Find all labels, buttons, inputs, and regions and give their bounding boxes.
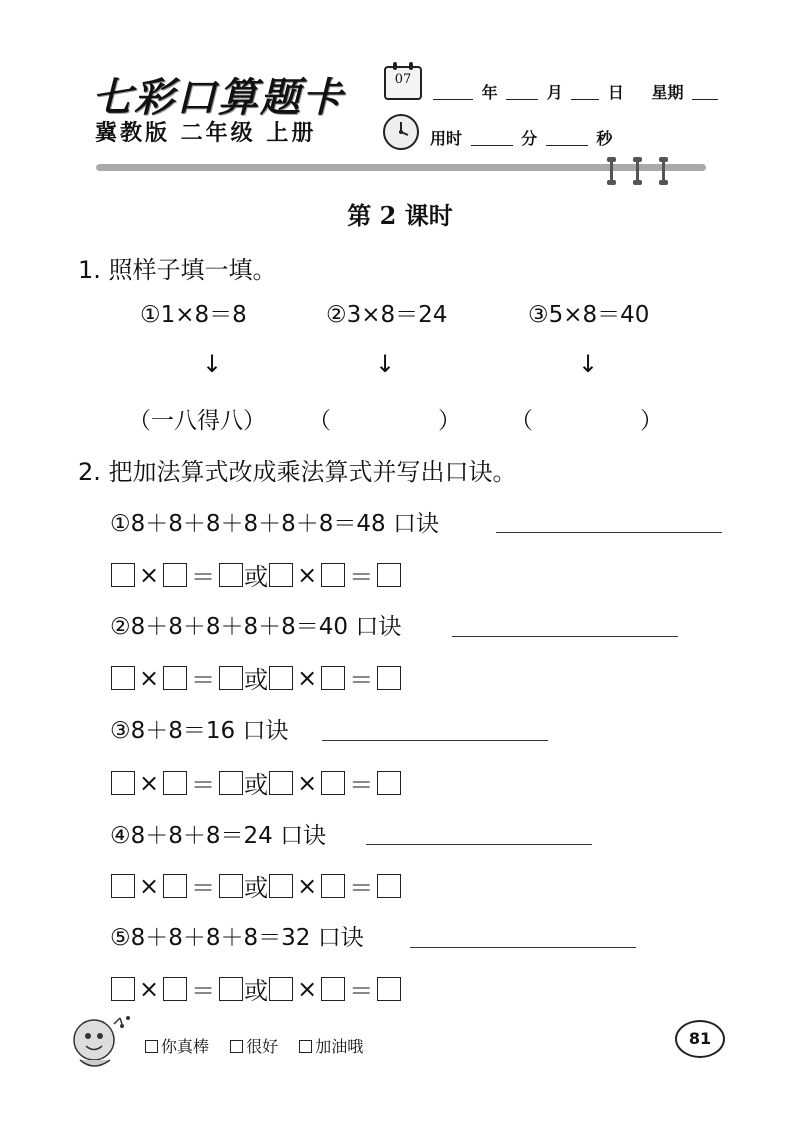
answer-box[interactable]: [111, 874, 135, 898]
times-sign: ×: [139, 768, 160, 797]
koujue-answer-line[interactable]: [410, 947, 636, 948]
time-label: 用时: [430, 129, 463, 148]
q2-expression: [110, 505, 439, 538]
answer-box[interactable]: [321, 771, 345, 795]
q2-expression: [110, 817, 326, 850]
rating-label: 很好: [246, 1037, 279, 1056]
binder-pin: [636, 158, 639, 184]
calendar-icon: [384, 66, 422, 100]
month-label: 月: [546, 83, 563, 102]
or-label: 或: [244, 771, 269, 799]
times-sign: ×: [297, 871, 318, 900]
answer-box[interactable]: [377, 563, 401, 587]
q2-expr-text: ④8＋8＋8＝24: [110, 823, 273, 849]
answer-box[interactable]: [163, 771, 187, 795]
date-fields: [430, 80, 721, 103]
times-sign: ×: [297, 974, 318, 1003]
lesson-title: 第 2 课时: [347, 201, 453, 230]
q2-prompt: 2. 把加法算式改成乘法算式并写出口诀。: [78, 458, 517, 486]
q2-expr-text: ①8＋8＋8＋8＋8＋8＝48: [110, 511, 386, 537]
answer-box[interactable]: [269, 666, 293, 690]
koujue-label: 口诀: [355, 614, 402, 640]
equals-sign: ＝: [349, 977, 374, 1005]
q1-example: ①1×8＝8: [140, 302, 247, 328]
q2-expr-text: ⑤8＋8＋8＋8＝32: [110, 925, 311, 951]
q1-answer-example: （一八得八）: [128, 408, 266, 434]
answer-box[interactable]: [377, 874, 401, 898]
q1-answer-close: ）: [640, 408, 663, 434]
rating-label: 你真棒: [161, 1037, 210, 1056]
day-blank[interactable]: [571, 85, 599, 100]
q1-answer-close: ）: [438, 408, 461, 434]
multiplication-answer-row: [110, 971, 402, 1006]
koujue-answer-line[interactable]: [366, 844, 592, 845]
equals-sign: ＝: [191, 977, 216, 1005]
koujue-label: 口诀: [317, 925, 364, 951]
times-sign: ×: [297, 560, 318, 589]
answer-box[interactable]: [269, 874, 293, 898]
q1-answer-blank[interactable]: [542, 400, 642, 430]
koujue-label: 口诀: [393, 511, 439, 537]
self-rating: [145, 1034, 363, 1057]
weekday-label: 星期: [651, 83, 684, 102]
multiplication-answer-row: [110, 765, 402, 800]
or-label: 或: [244, 977, 269, 1005]
answer-box[interactable]: [321, 874, 345, 898]
answer-box[interactable]: [269, 771, 293, 795]
times-sign: ×: [297, 768, 318, 797]
times-sign: ×: [297, 663, 318, 692]
q1-prompt: 1. 照样子填一填。: [78, 256, 277, 284]
multiplication-answer-row: [110, 660, 402, 695]
page-number: 81: [675, 1020, 725, 1058]
koujue-label: 口诀: [280, 823, 327, 849]
answer-box[interactable]: [111, 666, 135, 690]
down-arrow-icon: ↓: [202, 350, 223, 378]
answer-box[interactable]: [377, 771, 401, 795]
equals-sign: ＝: [191, 771, 216, 799]
answer-box[interactable]: [163, 874, 187, 898]
answer-box[interactable]: [219, 771, 243, 795]
q2-expr-text: ③8＋8＝16: [110, 718, 236, 744]
checkbox[interactable]: [299, 1040, 312, 1053]
q2-expr-text: ②8＋8＋8＋8＋8＝40: [110, 614, 349, 640]
year-label: 年: [481, 83, 498, 102]
multiplication-answer-row: [110, 557, 402, 592]
koujue-answer-line[interactable]: [496, 532, 722, 533]
q2-expression: [110, 608, 401, 641]
equals-sign: ＝: [349, 874, 374, 902]
q2-expression: [110, 712, 288, 745]
binder-pin: [610, 158, 613, 184]
q1-example: ③5×8＝40: [528, 302, 650, 328]
or-label: 或: [244, 563, 269, 591]
times-sign: ×: [139, 560, 160, 589]
mascot-icon: [66, 1010, 138, 1078]
rating-label: 加油哦: [315, 1037, 364, 1056]
equals-sign: ＝: [349, 666, 374, 694]
answer-box[interactable]: [321, 977, 345, 1001]
binder-pin: [662, 158, 665, 184]
month-blank[interactable]: [506, 85, 538, 100]
answer-box[interactable]: [219, 563, 243, 587]
koujue-answer-line[interactable]: [452, 636, 678, 637]
answer-box[interactable]: [163, 977, 187, 1001]
answer-box[interactable]: [269, 563, 293, 587]
answer-box[interactable]: [219, 874, 243, 898]
year-blank[interactable]: [433, 85, 473, 100]
weekday-blank[interactable]: [692, 85, 718, 100]
edition-label: 冀教版 二年级 上册: [95, 121, 317, 146]
equals-sign: ＝: [349, 771, 374, 799]
or-label: 或: [244, 874, 269, 902]
times-sign: ×: [139, 663, 160, 692]
clock-icon: [383, 114, 419, 150]
minutes-blank[interactable]: [471, 131, 513, 146]
checkbox[interactable]: [230, 1040, 243, 1053]
seconds-blank[interactable]: [546, 131, 588, 146]
calendar-day: 07: [394, 72, 412, 87]
time-fields: [430, 126, 612, 149]
header-divider: [96, 164, 706, 171]
times-sign: ×: [139, 974, 160, 1003]
times-sign: ×: [139, 871, 160, 900]
answer-box[interactable]: [163, 666, 187, 690]
equals-sign: ＝: [349, 563, 374, 591]
answer-box[interactable]: [321, 666, 345, 690]
q1-example: ②3×8＝24: [326, 302, 448, 328]
equals-sign: ＝: [191, 874, 216, 902]
down-arrow-icon: ↓: [375, 350, 396, 378]
answer-box[interactable]: [219, 666, 243, 690]
q2-expression: [110, 919, 364, 952]
checkbox[interactable]: [145, 1040, 158, 1053]
answer-box[interactable]: [269, 977, 293, 1001]
koujue-label: 口诀: [242, 718, 289, 744]
answer-box[interactable]: [111, 563, 135, 587]
equals-sign: ＝: [191, 666, 216, 694]
answer-box[interactable]: [321, 563, 345, 587]
or-label: 或: [244, 666, 269, 694]
down-arrow-icon: ↓: [578, 350, 599, 378]
answer-box[interactable]: [111, 771, 135, 795]
multiplication-answer-row: [110, 868, 402, 903]
answer-box[interactable]: [219, 977, 243, 1001]
answer-box[interactable]: [377, 977, 401, 1001]
q1-answer-open: （: [308, 408, 331, 434]
seconds-label: 秒: [596, 129, 613, 148]
q1-answer-open: （: [510, 408, 533, 434]
answer-box[interactable]: [163, 563, 187, 587]
koujue-answer-line[interactable]: [322, 740, 548, 741]
brand-title: 七彩口算题卡: [92, 75, 344, 121]
minutes-label: 分: [521, 129, 538, 148]
answer-box[interactable]: [377, 666, 401, 690]
answer-box[interactable]: [111, 977, 135, 1001]
q1-answer-blank[interactable]: [340, 400, 440, 430]
equals-sign: ＝: [191, 563, 216, 591]
day-label: 日: [607, 83, 624, 102]
